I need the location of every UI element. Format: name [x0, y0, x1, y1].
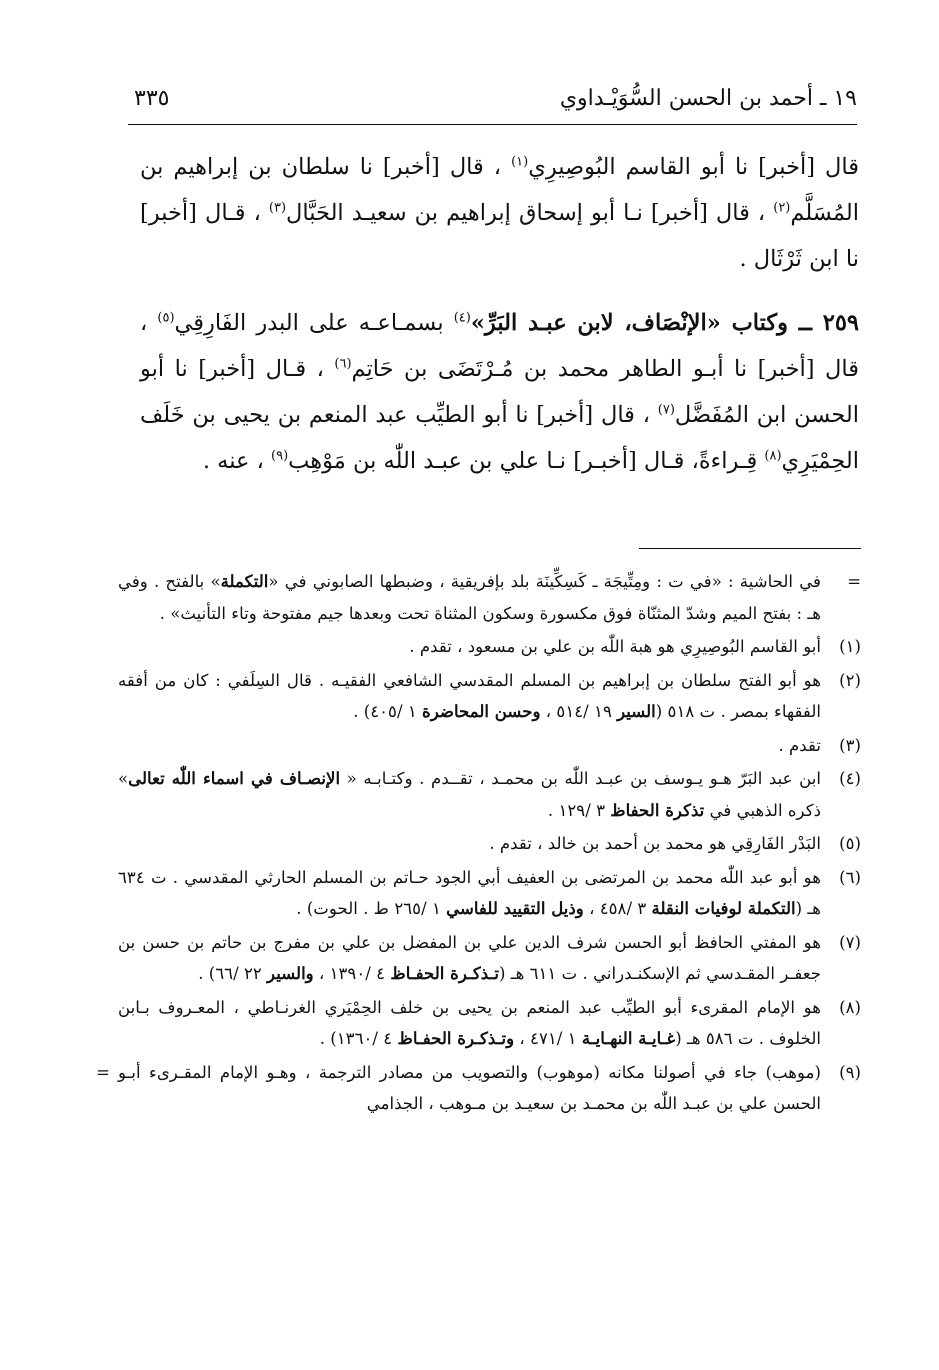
footnote-number: (٣) [839, 735, 861, 755]
text-run: ٣ /٤٥٨ ، [583, 899, 652, 918]
text-run: ١٩ /٥١٤ ، [540, 702, 618, 721]
footnote-ref[interactable]: (٦) [334, 356, 352, 372]
text-run: البَدْر الفَارِقِي هو محمد بن أحمد بن خالد ، تقدم . [489, 834, 821, 853]
text-run: ٣ /١٢٩ . [547, 800, 611, 820]
text-run: » ذكره الذهبي في [118, 769, 821, 820]
text-run: قال [أخبر] نا أبو القاسم البُوصِيرِي [528, 154, 859, 180]
text-run: هو أبو الفتح سلطان بن إبراهيم بن المسلم المقدسي الشافعي الفقيـه . قال السِلَفي : كان من أفقه الفقهاء بمصر . ت ٥١٨ ( [118, 670, 821, 721]
footnote-1 [118, 631, 861, 663]
text-run: قِـراءةً، قـال [أخبـر] نـا علي بن عبـد اللّٰه بن مَوْهِب [288, 448, 765, 474]
footnote-ref[interactable]: (٨) [764, 448, 782, 464]
text-run: أبو القاسم البُوصِيرِي هو هبة اللّٰه بن علي بن مسعود ، تقدم . [409, 637, 821, 656]
text-run: ١ /٤٧١ ، [514, 1029, 582, 1048]
text-run: (موهب) جاء في أصولنا مكانه (موهوب) والتصويب من مصادر الترجمة ، وهـو الإمام المقـرىء أبـو الحسن علي بن عبـد اللّٰه بن محمـد بن سعيـد بن مـوهب ، الجذامي [118, 1062, 821, 1113]
text-run: بسمـاعـه على البدر الفَارِقِي [174, 310, 454, 336]
footnotes [96, 566, 861, 1122]
footnote-ref[interactable]: (١) [511, 154, 529, 170]
book-title: التكملة لوفيات النقلة [651, 898, 796, 918]
footnote-9 [96, 1057, 861, 1120]
text-run: هو الإمام المقرىء أبو الطيِّب عبد المنعم بن يحيى بن خلف الحِمْيَري الغرنـاطي ، المعـروف بـابن الخلوف . ت ٥٨٦ هـ ( [118, 997, 821, 1048]
book-title: وتـذكـرة الحفـاظ [397, 1028, 515, 1048]
page-number: ٣٣٥ [134, 86, 170, 111]
running-header [128, 84, 857, 125]
text-run: ١ /٢٦٥ ط . الحوت) . [296, 899, 447, 918]
text-run: ٢٢ /٦٦) . [198, 964, 268, 983]
footnote-number: (١) [839, 637, 861, 656]
continuation-mark: = [847, 572, 861, 591]
footnote-number: (٩) [839, 1062, 861, 1082]
text-run: » بالفتح . وفي هـ : بفتح الميم وشدّ المثنّاة فوق مكسورة وسكون المثناة تحت وبعدها جيم مفتوحة وتاء التأنيث» . [118, 572, 821, 623]
footnote-number: (٤) [839, 769, 861, 788]
footnote-number: (٨) [839, 997, 861, 1017]
book-title: غـايـة النهـايـة [581, 1028, 676, 1048]
book-title: تـذكـرة الحفـاظ [390, 963, 499, 983]
footnote-continued [118, 566, 861, 629]
footnote-number: (٦) [839, 867, 861, 887]
text-run: ١ /٤٠٥) . [353, 702, 423, 721]
main-text [140, 144, 859, 484]
footnote-number: (٥) [839, 834, 861, 853]
text-run: ، قـال [أخبر] نا أبو الحسن ابن المُفَضَّل [140, 356, 859, 428]
book-title: وذيل التقييد للفاسي [446, 898, 584, 918]
text-run: هو المفتي الحافظ أبو الحسن شرف الدين علي بن المفضل بن علي بن مفرج بن حاتم بن حسن بن جعفـر المقـدسي ثم الإسكنـدراني . ت ٦١١ هـ ( [118, 932, 821, 983]
continuation-mark: = [96, 1062, 110, 1082]
text-run: هو أبو عبد اللّٰه محمد بن المرتضى بن العفيف أبي الجود حـاتم بن المسلم الحارثي المقدسي . ت ٦٣٤ هـ ( [118, 867, 821, 918]
footnote-number: (٢) [839, 670, 861, 690]
text-run: ابن عبد البَرّ هـو يـوسف بن عبـد اللّٰه بن محمـد ، تقــدم . وكتـابـه « [340, 769, 821, 788]
footnote-number: (٧) [839, 932, 861, 952]
footnote-ref[interactable]: (٢) [773, 200, 791, 216]
footnote-ref[interactable]: (٧) [657, 402, 675, 418]
text-run: تقدم . [778, 735, 821, 755]
book-title: التكملة [220, 571, 269, 591]
text-run: ، قال [أخبر] نا أبو الطيِّب عبد المنعم بن يحيى بن خَلَف الحِمْيَرِي [140, 402, 859, 474]
text-run: ، قال [أخبر] نا سلطان بن إبراهيم بن المُسَلَّم [140, 154, 859, 226]
text-run: ، قـال [أخبر] نا ابن ثَرْثَال . [140, 200, 859, 272]
book-title: والسير [267, 963, 314, 983]
footnote-ref[interactable]: (٥) [157, 310, 175, 326]
footnote-5 [118, 828, 861, 860]
footnote-ref[interactable]: (٩) [271, 448, 289, 464]
paragraph-chain-1 [140, 144, 859, 282]
text-run: ، عنه . [202, 448, 272, 474]
footnote-ref[interactable]: (٤) [453, 310, 471, 326]
book-title: السير [617, 701, 656, 721]
running-title: ١٩ ـ أحمد بن الحسن السُّوَيْـداوي [559, 86, 857, 111]
text-run: ، قال [أخبر] نا أبـو الطاهر محمد بن مُـرْتَضَى بن حَاتِم [140, 310, 859, 382]
footnote-ref[interactable]: (٣) [268, 200, 287, 216]
footnote-3 [118, 730, 861, 762]
book-title: تذكرة الحفاظ [610, 799, 705, 820]
text-run: ، قال [أخبر] نـا أبو إسحاق إبراهيم بن سعيـد الحَبَّال [286, 200, 774, 226]
book-title: وحسن المحاضرة [422, 701, 541, 721]
text-run: ٤ /١٣٦٠) . [319, 1029, 398, 1048]
footnote-6 [118, 862, 861, 925]
entry-259 [140, 300, 859, 484]
footnote-4 [118, 763, 861, 826]
text-run: ٤ /١٣٩٠ ، [313, 964, 391, 983]
footnote-2 [118, 665, 861, 728]
text-run: في الحاشية : «في ت : ومِتِّيجَة ـ كَسِكِّينَة بلد بإفريقية ، وضبطها الصابوني في « [268, 572, 821, 591]
footnote-7 [118, 927, 861, 990]
footnote-separator [639, 548, 861, 549]
entry-heading: ٢٥٩ ــ وكتاب «الإنْصَاف، لابن عبـد البَرِّ» [470, 310, 859, 336]
book-title: الإنصـاف في اسماء اللّٰه تعالى [128, 768, 341, 788]
footnote-8 [118, 992, 861, 1055]
